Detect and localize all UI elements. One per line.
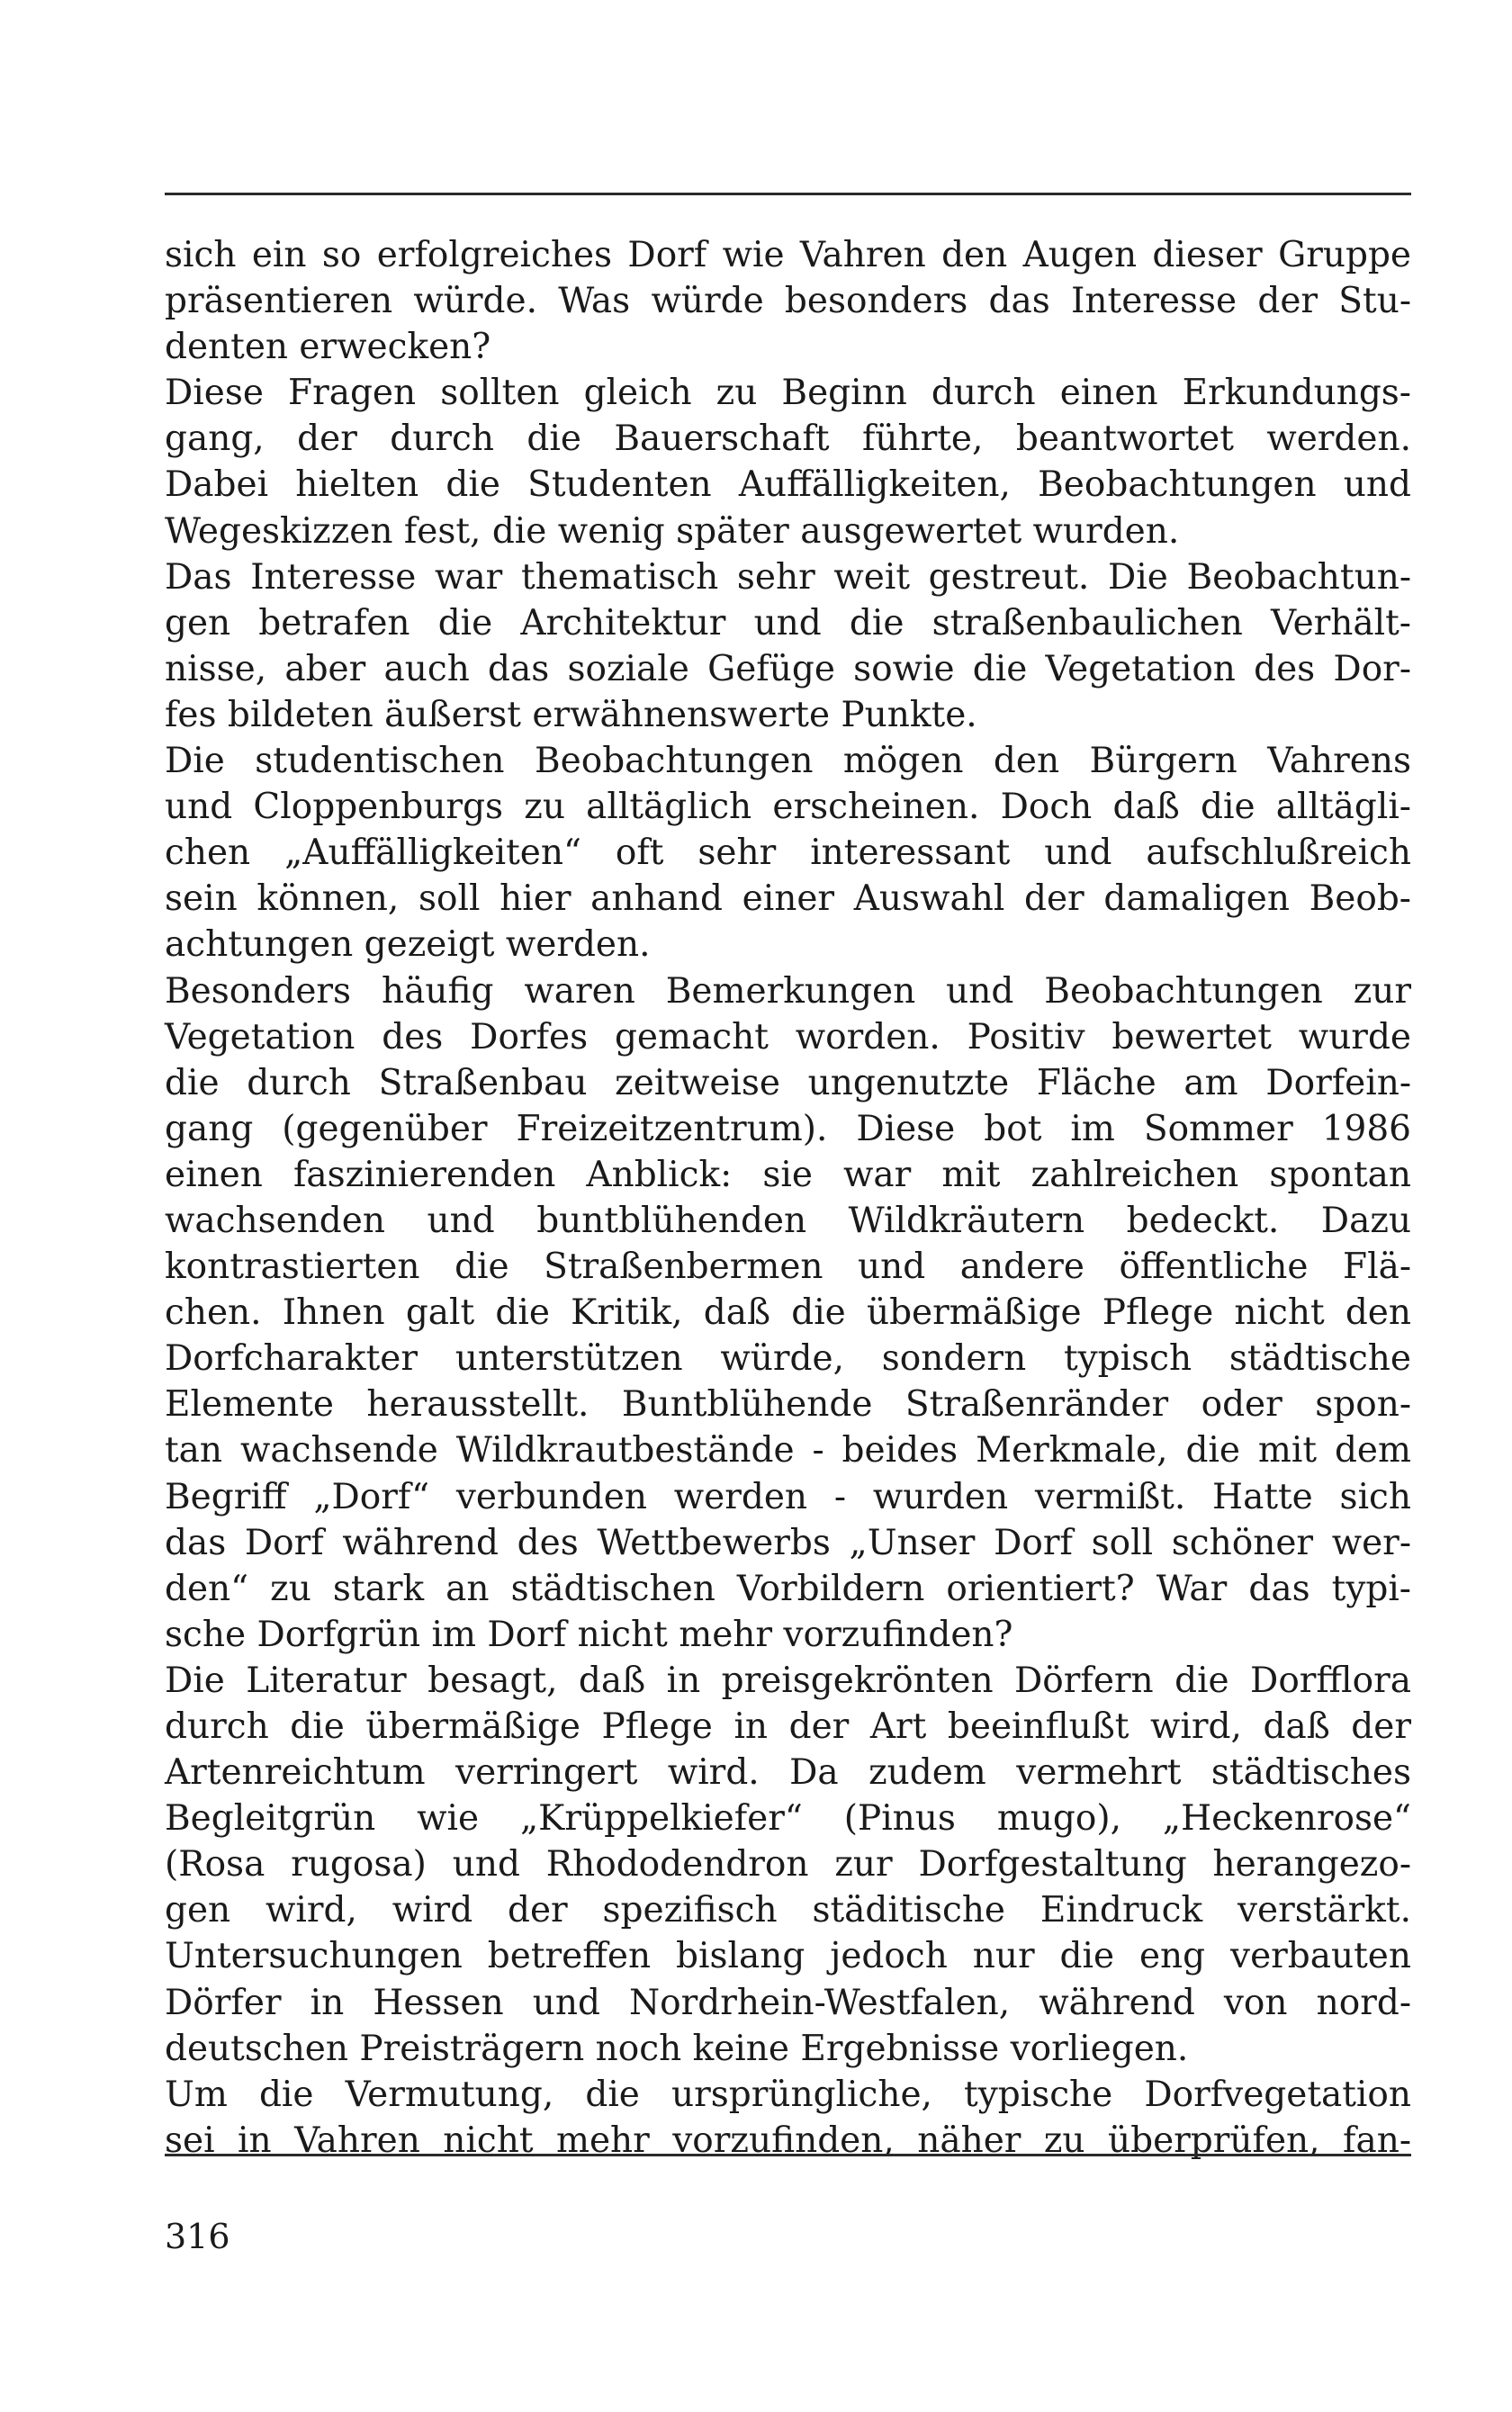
text-line: sei in Vahren nicht mehr vorzufinden, näher zu überprüfen, fan- [165,2120,1411,2161]
text-line: nisse, aber auch das soziale Gefüge sowie die Vegetation des Dor- [165,648,1411,689]
text-line: Um die Vermutung, die ursprüngliche, typische Dorfvegetation [165,2074,1411,2115]
text-line: denten erwecken? [165,327,491,368]
text-line: Dorfcharakter unterstützen würde, sondern typisch städtische [165,1338,1411,1380]
text-line: durch die übermäßige Pflege in der Art beeinflußt wird, daß der [165,1706,1411,1747]
text-line: Begriff „Dorf“ verbunden werden - wurden vermißt. Hatte sich [165,1476,1411,1517]
bottom-rule [165,2154,1411,2156]
text-line: chen. Ihnen galt die Kritik, daß die übermäßige Pflege nicht den [165,1292,1411,1334]
text-line: einen faszinierenden Anblick: sie war mit zahlreichen spontan [165,1154,1411,1195]
text-line: Wegeskizzen fest, die wenig später ausgewertet wurden. [165,510,1180,552]
text-line: fes bildeten äußerst erwähnenswerte Punkte. [165,694,977,735]
text-line: gen betrafen die Architektur und die straßenbaulichen Verhält- [165,602,1411,644]
text-line: Dabei hielten die Studenten Auffälligkeiten, Beobachtungen und [165,464,1411,506]
text-line: deutschen Preisträgern noch keine Ergebnisse vorliegen. [165,2028,1189,2069]
text-line: tan wachsende Wildkrautbestände - beides Merkmale, die mit dem [165,1430,1411,1472]
text-line: chen „Auffälligkeiten“ oft sehr interessant und aufschlußreich [165,832,1411,874]
text-line: Begleitgrün wie „Krüppelkiefer“ (Pinus mugo), „Heckenrose“ [165,1798,1411,1840]
body-text [165,232,1411,2164]
text-line: präsentieren würde. Was würde besonders das Interesse der Stu- [165,281,1411,322]
text-line: und Cloppenburgs zu alltäglich erscheinen. Doch daß die alltägli- [165,787,1411,828]
text-line: gang, der durch die Bauerschaft führte, beantwortet werden. [165,418,1411,460]
text-line: Artenreichtum verringert wird. Da zudem vermehrt städtisches [165,1752,1411,1794]
text-line: Elemente herausstellt. Buntblühende Straßenränder oder spon- [165,1384,1411,1426]
text-line: Dörfer in Hessen und Nordrhein-Westfalen, während von nord- [165,1982,1411,2023]
text-line: Das Interesse war thematisch sehr weit gestreut. Die Beobachtun- [165,556,1411,598]
text-line: sein können, soll hier anhand einer Auswahl der damaligen Beob- [165,878,1411,920]
text-line: Vegetation des Dorfes gemacht worden. Positiv bewertet wurde [165,1016,1411,1058]
text-line: achtungen gezeigt werden. [165,924,651,966]
text-line: die durch Straßenbau zeitweise ungenutzte Fläche am Dorfein- [165,1062,1411,1103]
text-line: den“ zu stark an städtischen Vorbildern orientiert? War das typi- [165,1568,1411,1609]
page-number: 316 [165,2217,230,2256]
text-line: sich ein so erfolgreiches Dorf wie Vahren den Augen dieser Gruppe [165,235,1411,275]
text-line: gang (gegenüber Freizeitzentrum). Diese bot im Sommer 1986 [165,1108,1411,1149]
text-line: wachsenden und buntblühenden Wildkräutern bedeckt. Dazu [165,1200,1411,1241]
text-line: (Rosa rugosa) und Rhododendron zur Dorfgestaltung herangezo- [165,1844,1411,1886]
text-line: Untersuchungen betreffen bislang jedoch nur die eng verbauten [165,1936,1411,1977]
text-line: sche Dorfgrün im Dorf nicht mehr vorzufinden? [165,1614,1013,1655]
text-line: Diese Fragen sollten gleich zu Beginn durch einen Erkundungs- [165,373,1411,414]
text-line: kontrastierten die Straßenbermen und andere öffentliche Flä- [165,1246,1411,1288]
text-line: das Dorf während des Wettbewerbs „Unser Dorf soll schöner wer- [165,1522,1411,1563]
top-rule [165,193,1411,195]
text-line: Die Literatur besagt, daß in preisgekrönten Dörfern die Dorfflora [165,1660,1411,1701]
text-line: Besonders häufig waren Bemerkungen und Beobachtungen zur [165,970,1411,1012]
text-line: Die studentischen Beobachtungen mögen den Bürgern Vahrens [165,741,1411,782]
text-line: gen wird, wird der spezifisch städitische Eindruck verstärkt. [165,1890,1411,1931]
